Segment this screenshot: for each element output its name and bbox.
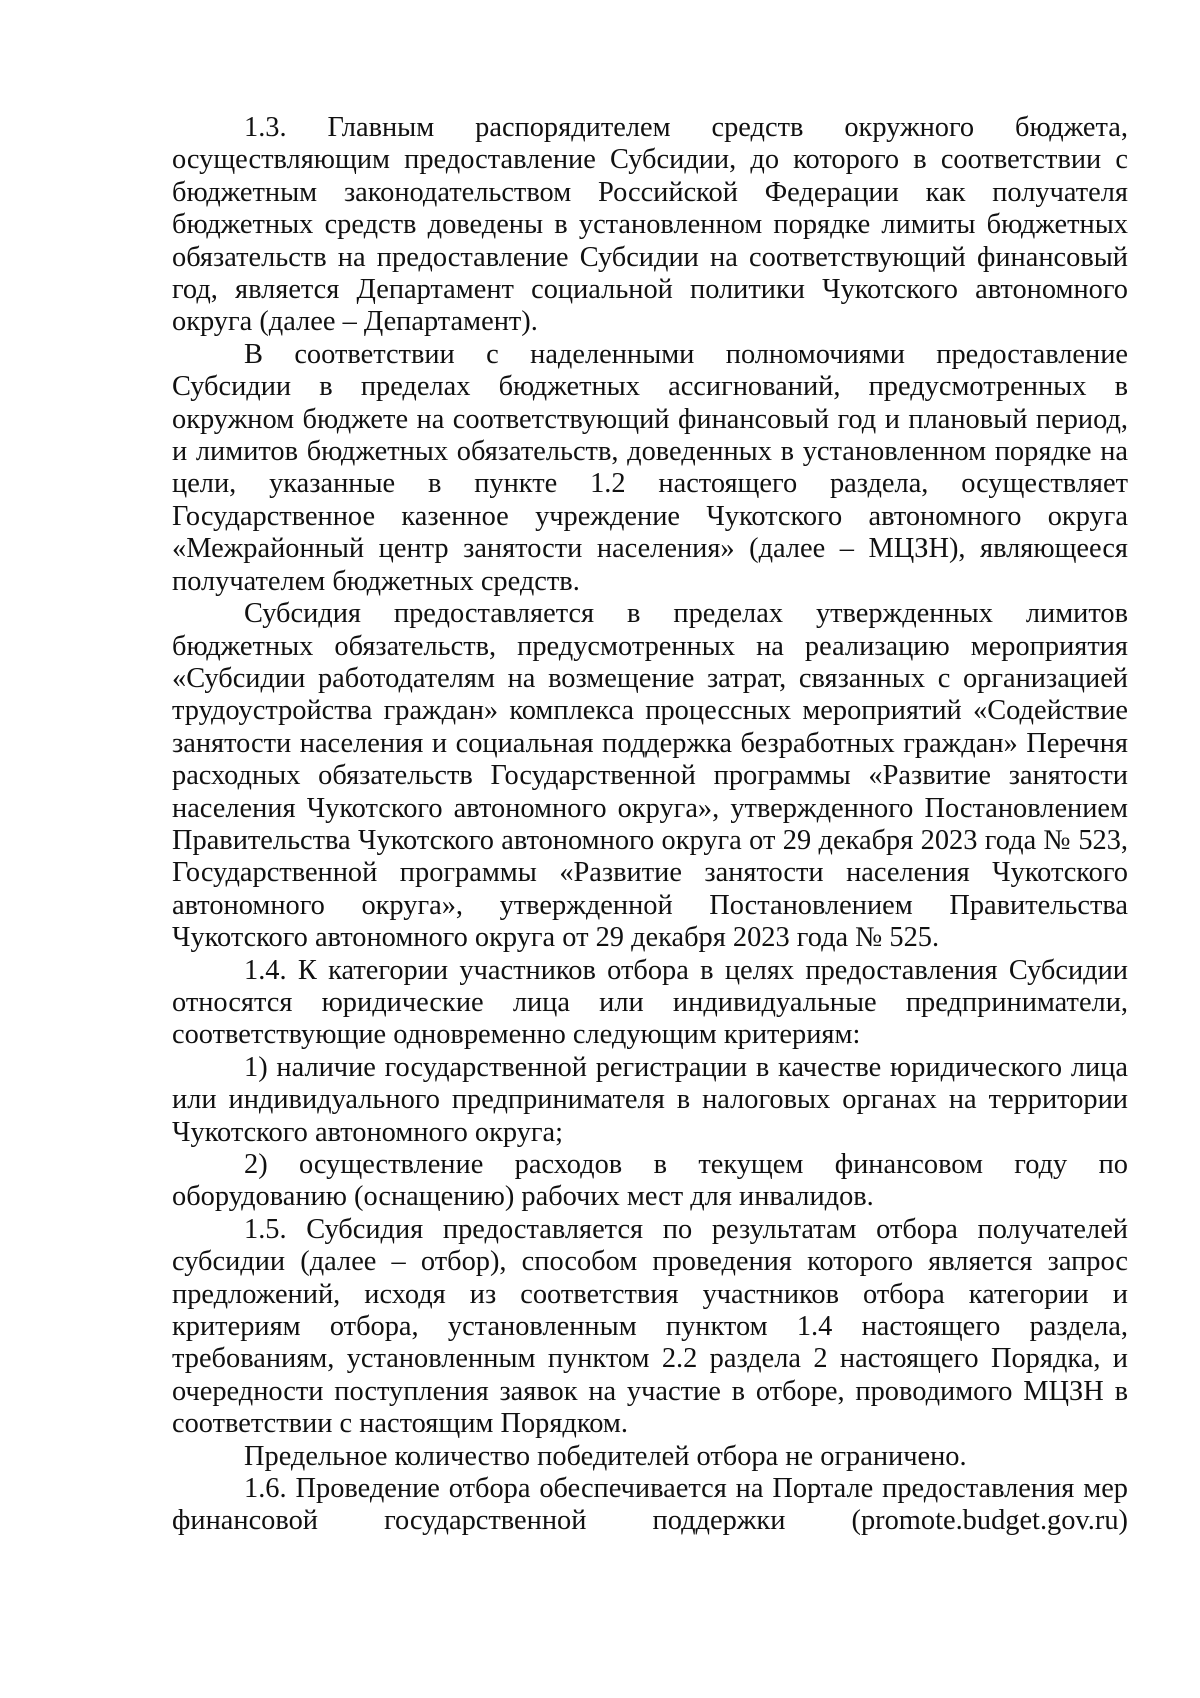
paragraph-criterion-1: 1) наличие государственной регистрации в качестве юридического лица или индивидуального предпринимателя в налоговых органах на территории Чукотского автономного округа; <box>172 1051 1128 1148</box>
paragraph-1-5: 1.5. Субсидия предоставляется по результатам отбора получателей субсидии (далее – отбор), способом проведения которого является запрос предложений, исходя из соответствия участников отбора категории и критериям отбора, установленным пунктом 1.4 настоящего раздела, требованиям, установленным пунктом 2.2 раздела 2 настоящего Порядка, и очередности поступления заявок на участие в отборе, проводимого МЦЗН в соответствии с настоящим Порядком. <box>172 1213 1128 1440</box>
paragraph-subsidy-limits: Субсидия предоставляется в пределах утвержденных лимитов бюджетных обязательств, предусмотренных на реализацию мероприятия «Субсидии работодателям на возмещение затрат, связанных с организацией трудоустройства граждан» комплекса процессных мероприятий «Содействие занятости населения и социальная поддержка безработных граждан» Перечня расходных обязательств Государственной программы «Развитие занятости населения Чукотского автономного округа», утвержденного Постановлением Правительства Чукотского автономного округа от 29 декабря 2023 года № 523, Государственной программы «Развитие занятости населения Чукотского автономного округа», утвержденной Постановлением Правительства Чукотского автономного округа от 29 декабря 2023 года № 525. <box>172 598 1128 954</box>
paragraph-1-4: 1.4. К категории участников отбора в целях предоставления Субсидии относятся юридические лица или индивидуальные предприниматели, соответствующие одновременно следующим критериям: <box>172 954 1128 1051</box>
paragraph-1-6: 1.6. Проведение отбора обеспечивается на Портале предоставления мер финансовой государственной поддержки (promote.budget.gov.ru) <box>172 1473 1128 1537</box>
paragraph-1-3: 1.3. Главным распорядителем средств окружного бюджета, осуществляющим предоставление Субсидии, до которого в соответствии с бюджетным законодательством Российской Федерации как получателя бюджетных средств доведены в установленном порядке лимиты бюджетных обязательств на предоставление Субсидии на соответствующий финансовый год, является Департамент социальной политики Чукотского автономного округа (далее – Департамент). <box>172 112 1128 338</box>
document-body <box>172 112 1128 1538</box>
paragraph-criterion-2: 2) осуществление расходов в текущем финансовом году по оборудованию (оснащению) рабочих мест для инвалидов. <box>172 1149 1128 1213</box>
paragraph-mczn-authority: В соответствии с наделенными полномочиями предоставление Субсидии в пределах бюджетных ассигнований, предусмотренных в окружном бюджете на соответствующий финансовый год и плановый период, и лимитов бюджетных обязательств, доведенных в установленном порядке на цели, указанные в пункте 1.2 настоящего раздела, осуществляет Государственное казенное учреждение Чукотского автономного округа «Межрайонный центр занятости населения» (далее – МЦЗН), являющееся получателем бюджетных средств. <box>172 338 1128 597</box>
paragraph-winners-limit: Предельное количество победителей отбора не ограничено. <box>244 1440 967 1472</box>
